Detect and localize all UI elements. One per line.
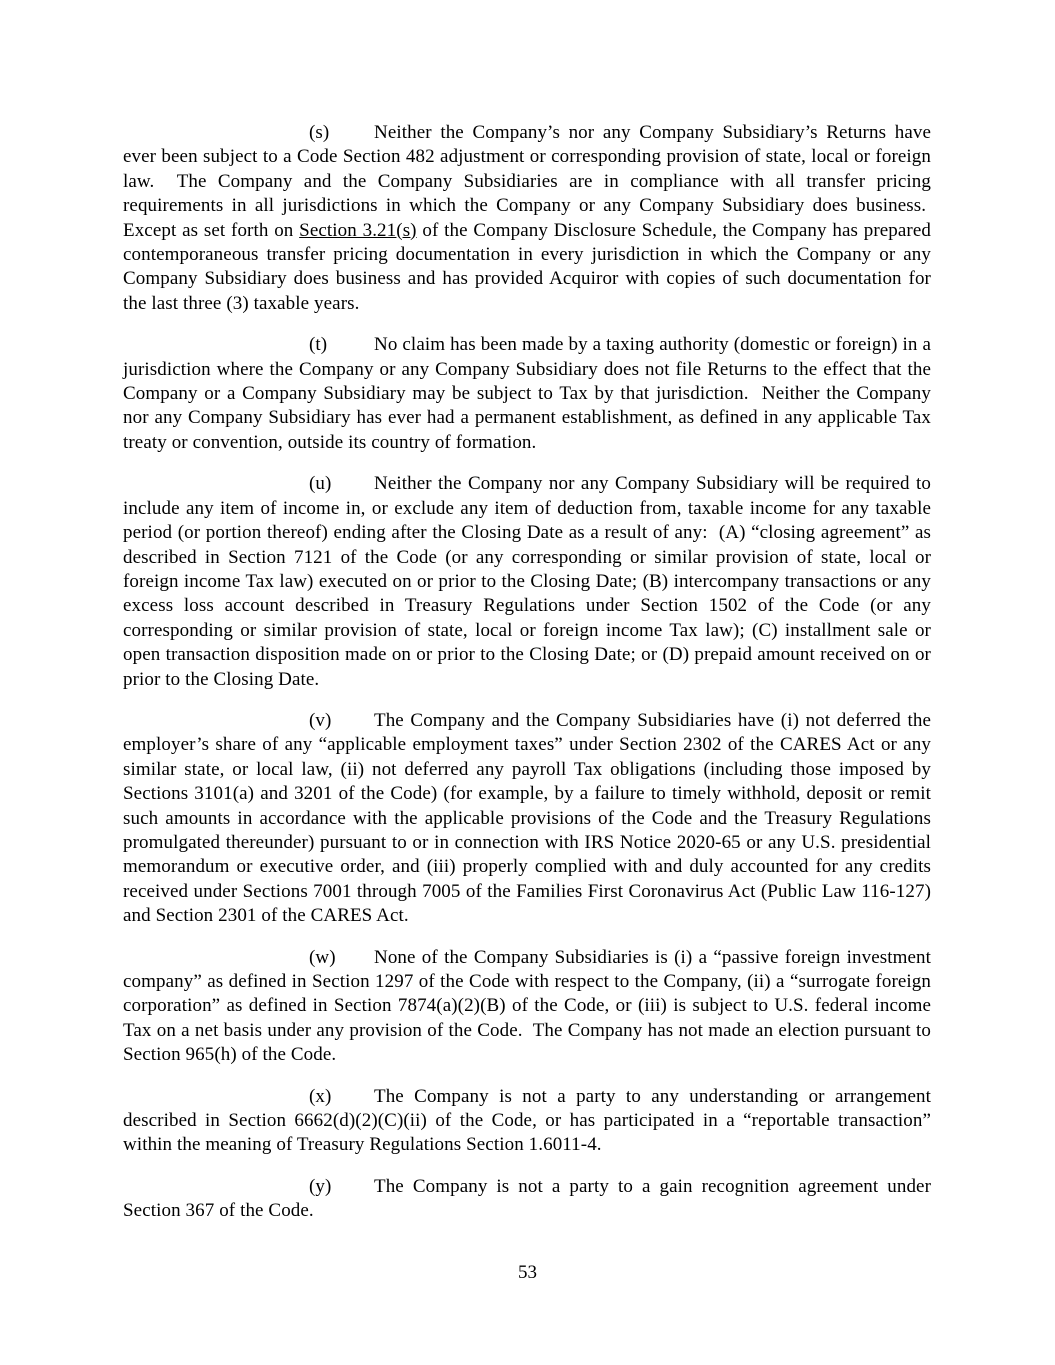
paragraph-text: The Company and the Company Subsidiaries have (i) not deferred the employer’s share of any “applicable employment taxes” under Section 2302 of the CARES Act or any similar state, or local law, (ii) not deferred any payroll Tax obligations (including those imposed by Sections 3101(a) and 3201 of the Code) (for example, by a failure to timely withhold, deposit or remit such amounts in accordance with the applicable provisions of the Code and the Treasury Regulations promulgated thereunder) pursuant to or in connection with IRS Notice 2020-65 or any U.S. presidential memorandum or executive order, and (iii) properly complied with and duly accounted for any credits received under Sections 7001 through 7005 of the Families First Coronavirus Act (Public Law 116-127) and Section 2301 of the CARES Act. (123, 709, 931, 927)
paragraph-label: (s) (309, 122, 330, 143)
paragraph-label: (t) (309, 334, 328, 356)
paragraph-text: The Company is not a party to any understanding or arrangement described in Section 6662(d)(2)(C)(ii) of the Code, or has participated in a “reportable transaction” within the meaning of Treasury Regulations Section 1.6011-4. (123, 1085, 931, 1156)
paragraph-text: of the Company Disclosure Schedule, the Company has prepared contemporaneous transfer pricing documentation in every jurisdiction in which the Company or any Company Subsidiary does business and has provided Acquiror with copies of such documentation for the last three (3) taxable years. (123, 219, 931, 314)
paragraph-v (123, 709, 931, 929)
paragraph-y (123, 1175, 931, 1224)
paragraph-u (123, 472, 931, 692)
paragraph-text: None of the Company Subsidiaries is (i) a “passive foreign investment company” as defined in Section 1297 of the Code with respect to the Company, (ii) a “surrogate foreign corporation” as defined in Section 7874(a)(2)(B) of the Code, or (iii) is subject to U.S. federal income Tax on a net basis under any provision of the Code. The Company has not made an election pursuant to Section 965(h) of the Code. (123, 946, 931, 1066)
paragraph-text: No claim has been made by a taxing authority (domestic or foreign) in a jurisdiction where the Company or any Company Subsidiary does not file Returns to the effect that the Company or a Company Subsidiary may be subject to Tax by that jurisdiction. Neither the Company nor any Company Subsidiary has ever had a permanent establishment, as defined in any applicable Tax treaty or convention, outside its country of formation. (123, 334, 931, 453)
paragraph-x (123, 1085, 931, 1158)
paragraph-label: (u) (309, 473, 332, 495)
paragraph-s (123, 121, 931, 316)
page-number: 53 (518, 1262, 537, 1283)
section-reference-link[interactable]: Section 3.21(s) (299, 219, 417, 241)
paragraph-label: (x) (309, 1085, 332, 1107)
paragraph-t (123, 333, 931, 455)
paragraph-label: (y) (309, 1175, 332, 1197)
paragraph-label: (w) (309, 946, 336, 968)
paragraph-label: (v) (309, 709, 332, 731)
paragraph-list (123, 121, 931, 1241)
paragraph-w (123, 946, 931, 1068)
paragraph-text: The Company is not a party to a gain recognition agreement under Section 367 of the Code. (123, 1175, 931, 1222)
paragraph-text: Neither the Company nor any Company Subsidiary will be required to include any item of income in, or exclude any item of deduction from, taxable income for any taxable period (or portion thereof) ending after the Closing Date as a result of any: (A) “closing agreement” as described in Section 7121 of the Code (or any corresponding or similar provision of state, local or foreign income Tax law) executed on or prior to the Closing Date; (B) intercompany transactions or any excess loss account described in Treasury Regulations under Section 1502 of the Code (or any corresponding or similar provision of state, local or foreign income Tax law); (C) installment sale or open transaction disposition made on or prior to the Closing Date; or (D) prepaid amount received on or prior to the Closing Date. (123, 473, 931, 690)
paragraph-text: Neither the Company’s nor any Company Subsidiary’s Returns have ever been subject to a Code Section 482 adjustment or corresponding provision of state, local or foreign law. The Company and the Company Subsidiaries are in compliance with all transfer pricing requirements in all jurisdictions in which the Company or any Company Subsidiary does business. Except as set forth on (123, 122, 931, 241)
